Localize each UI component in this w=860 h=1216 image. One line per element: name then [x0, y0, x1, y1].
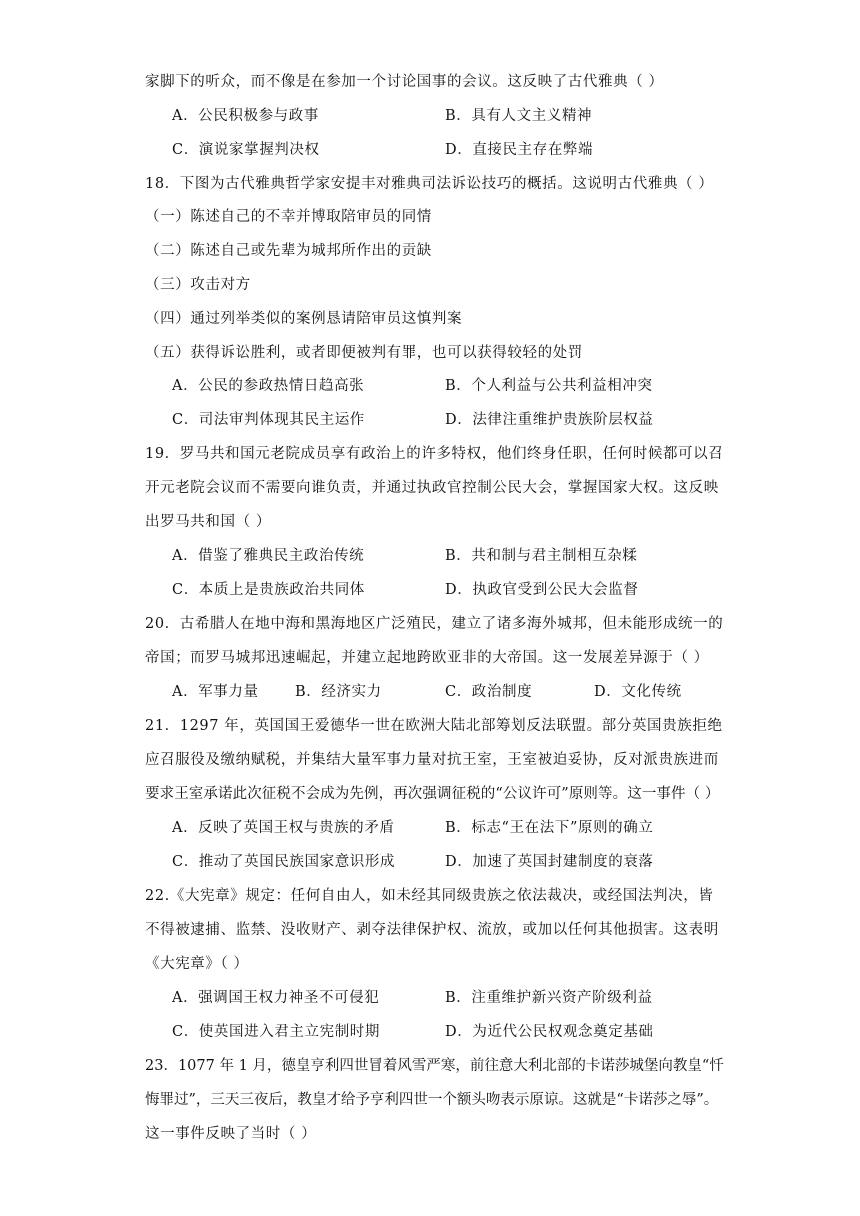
- q18-item-3: （三）攻击对方: [145, 277, 251, 293]
- q18-item-5: （五）获得诉讼胜利，或者即便被判有罪，也可以获得较轻的处罚: [145, 345, 583, 361]
- q18-item-2: （二）陈述自己或先辈为城邦所作出的贡缺: [145, 243, 432, 259]
- q19-option-b[interactable]: B．共和制与君主制相互杂糅: [445, 548, 638, 564]
- q17-stem-tail: 家脚下的听众，而不像是在参加一个讨论国事的会议。这反映了古代雅典（ ）: [145, 74, 664, 90]
- q18-item-1: （一）陈述自己的不幸并博取陪审员的同情: [145, 209, 432, 225]
- q22-option-b[interactable]: B．注重维护新兴资产阶级利益: [445, 990, 653, 1006]
- q20-stem-line-2: 帝国；而罗马城邦迅速崛起，并建立起地跨欧亚非的大帝国。这一发展差异源于（ ）: [145, 650, 709, 666]
- q19-option-d[interactable]: D．执政官受到公民大会监督: [445, 582, 639, 598]
- q20-option-d[interactable]: D．文化传统: [594, 684, 682, 700]
- q21-stem-line-1: 21．1297 年，英国国王爱德华一世在欧洲大陆北部筹划反法联盟。部分英国贵族拒绝: [145, 718, 723, 734]
- q17-option-a[interactable]: A．公民积极参与政事: [172, 108, 319, 124]
- q21-stem-line-3: 要求王室承诺此次征税不会成为先例，再次强调征税的“公议许可”原则等。这一事件（ ）: [145, 786, 720, 802]
- q18-option-c[interactable]: C．司法审判体现其民主运作: [172, 412, 365, 428]
- q19-stem-line-1: 19．罗马共和国元老院成员享有政治上的许多特权，他们终身任职，任何时候都可以召: [145, 446, 724, 462]
- q22-stem-line-3: 《大宪章》（ ）: [145, 956, 249, 972]
- q23-stem-line-2: 悔罪过”，三天三夜后，教皇才给予亨利四世一个额头吻表示原谅。这就是“卡诺莎之辱”。: [145, 1092, 719, 1108]
- q18-stem: 18．下图为古代雅典哲学家安提丰对雅典司法诉讼技巧的概括。这说明古代雅典（ ）: [145, 176, 714, 192]
- q21-option-b[interactable]: B．标志“王在法下”原则的确立: [445, 820, 654, 836]
- q20-stem-line-1: 20．古希腊人在地中海和黑海地区广泛殖民，建立了诸多海外城邦，但未能形成统一的: [145, 616, 724, 632]
- q23-stem-line-3: 这一事件反映了当时（ ）: [145, 1126, 317, 1142]
- q17-option-c[interactable]: C．演说家掌握判决权: [172, 142, 320, 158]
- q17-option-b[interactable]: B．具有人文主义精神: [445, 108, 593, 124]
- q22-option-a[interactable]: A．强调国王权力神圣不可侵犯: [172, 990, 380, 1006]
- q22-option-d[interactable]: D．为近代公民权观念奠定基础: [445, 1024, 654, 1040]
- q19-option-c[interactable]: C．本质上是贵族政治共同体: [172, 582, 365, 598]
- q19-stem-line-3: 出罗马共和国（ ）: [145, 514, 272, 530]
- q23-stem-line-1: 23．1077 年 1 月，德皇亨利四世冒着风雪严寒，前往意大利北部的卡诺莎城堡向教皇“忏: [145, 1058, 724, 1074]
- q20-option-b[interactable]: B．经济实力: [295, 684, 382, 700]
- q22-stem-line-1: 22.《大宪章》规定：任何自由人，如未经其同级贵族之依法裁决，或经国法判决，皆: [145, 888, 714, 904]
- q19-option-a[interactable]: A．借鉴了雅典民主政治传统: [172, 548, 365, 564]
- q20-option-a[interactable]: A．军事力量: [172, 684, 259, 700]
- q18-item-4: （四）通过列举类似的案例恳请陪审员这慎判案: [145, 311, 463, 327]
- q21-stem-line-2: 应召服役及缴纳赋税，并集结大量军事力量对抗王室，王室被迫妥协，反对派贵族进而: [145, 752, 719, 768]
- q18-option-d[interactable]: D．法律注重维护贵族阶层权益: [445, 412, 654, 428]
- q22-option-c[interactable]: C．使英国进入君主立宪制时期: [172, 1024, 380, 1040]
- q18-option-a[interactable]: A．公民的参政热情日趋高张: [172, 378, 365, 394]
- q19-stem-line-2: 开元老院会议而不需要向谁负责，并通过执政官控制公民大会，掌握国家大权。这反映: [145, 480, 719, 496]
- q17-option-d[interactable]: D．直接民主存在弊端: [445, 142, 594, 158]
- q22-stem-line-2: 不得被逮捕、监禁、没收财产、剥夺法律保护权、流放，或加以任何其他损害。这表明: [145, 922, 719, 938]
- q20-option-c[interactable]: C．政治制度: [445, 684, 533, 700]
- q21-option-c[interactable]: C．推动了英国民族国家意识形成: [172, 854, 396, 870]
- q21-option-a[interactable]: A．反映了英国王权与贵族的矛盾: [172, 820, 395, 836]
- q21-option-d[interactable]: D．加速了英国封建制度的衰落: [445, 854, 654, 870]
- q18-option-b[interactable]: B．个人利益与公共利益相冲突: [445, 378, 653, 394]
